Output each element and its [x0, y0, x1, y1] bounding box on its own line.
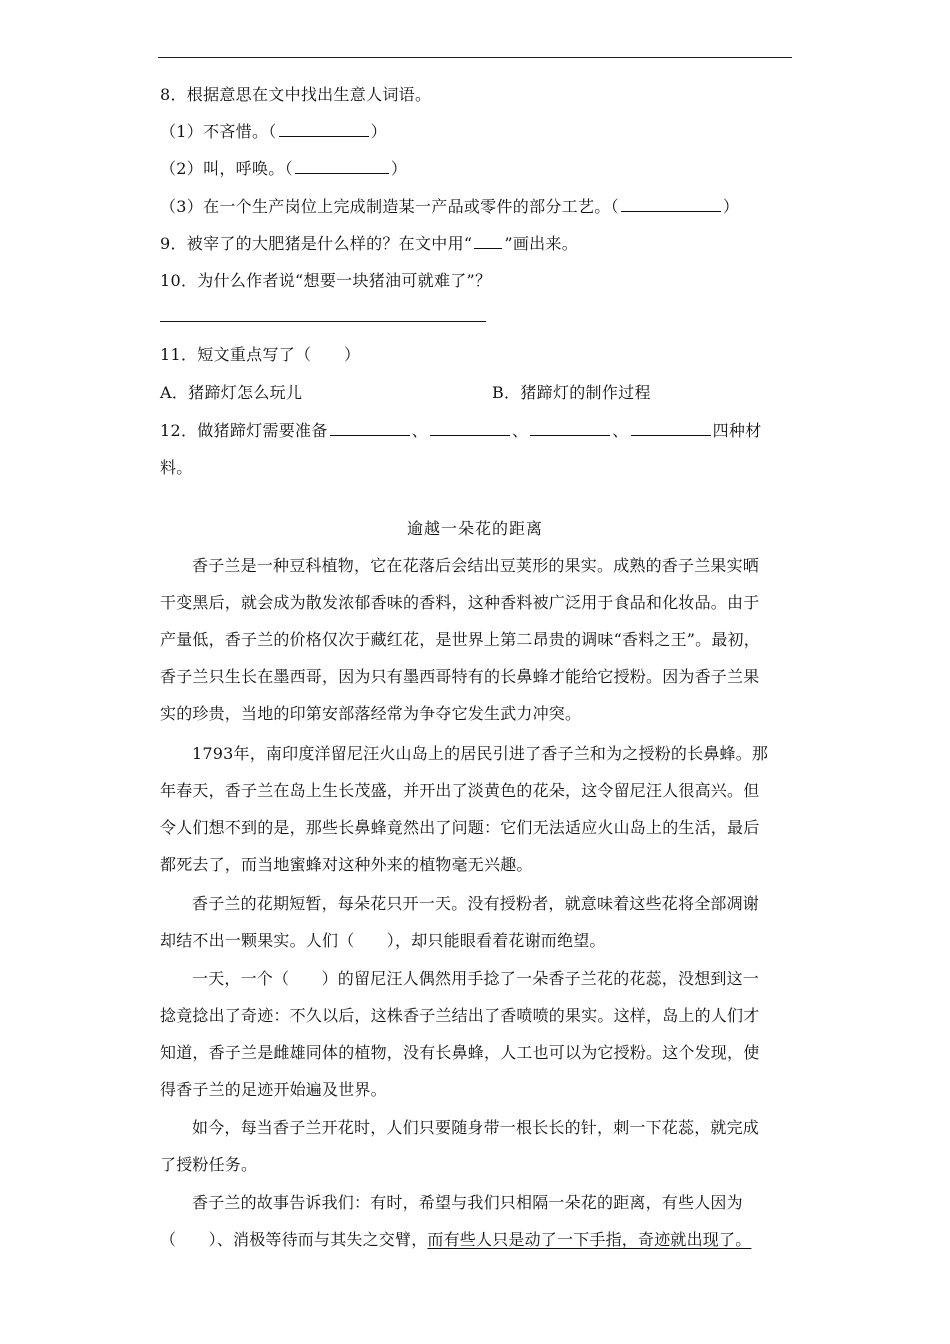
passage-line: 得香子兰的足迹开始遍及世界。: [160, 1080, 387, 1099]
passage-line: 令人们想不到的是，那些长鼻蜂竟然出了问题：它们无法适应火山岛上的生活，最后: [160, 818, 760, 837]
passage-line: 实的珍贵，当地的印第安部落经常为争夺它发生武力冲突。: [160, 704, 582, 723]
q12-blank-4[interactable]: [631, 420, 711, 436]
passage-line: 一天，一个（ ）的留尼汪人偶然用手捻了一朵香子兰花的花蕊，没想到这一: [192, 969, 760, 988]
q11-prompt: 11．短文重点写了（ ）: [160, 345, 361, 364]
q11-option-b[interactable]: B．猪蹄灯的制作过程: [492, 383, 651, 402]
underlined-sentence: 而有些人只是动了一下手指，奇迹就出现了。: [427, 1230, 752, 1249]
q12-prompt: 12．做猪蹄灯需要准备 、 、 、 四种材: [160, 421, 762, 440]
q12-blank-1[interactable]: [330, 420, 410, 436]
passage-title: 逾越一朵花的距离: [406, 519, 543, 538]
passage-line: 都死去了，而当地蜜蜂对这种外来的植物毫无兴趣。: [160, 855, 533, 874]
passage-line: 捻竟捻出了奇迹：不久以后，这株香子兰结出了香喷喷的果实。这样，岛上的人们才: [160, 1006, 760, 1025]
passage-line: 知道，香子兰是雌雄同体的植物，没有长鼻蜂，人工也可以为它授粉。这个发现，使: [160, 1043, 760, 1062]
header-rule: [158, 57, 792, 58]
q12-blank-2[interactable]: [430, 420, 510, 436]
passage-line: 了授粉任务。: [160, 1155, 258, 1174]
passage-line: 香子兰是一种豆科植物，它在花落后会结出豆荚形的果实。成熟的香子兰果实晒: [192, 556, 760, 575]
q12-continuation: 料。: [160, 458, 193, 477]
q8-answer-blank-1[interactable]: [279, 121, 369, 137]
q12-blank-3[interactable]: [530, 420, 610, 436]
passage-line: 却结不出一颗果实。人们（ ），却只能眼看着花谢而绝望。: [160, 931, 606, 950]
q8-prompt: 8．根据意思在文中找出生意人词语。: [160, 85, 432, 104]
q8-answer-blank-3[interactable]: [621, 196, 721, 212]
passage-line: 香子兰的花期短暂，每朵花只开一天。没有授粉者，就意味着这些花将全部凋谢: [192, 894, 760, 913]
q8-item-1: （1）不吝惜。（ ）: [160, 122, 387, 141]
passage-last-line: （ ）、消极等待而与其失之交臂，而有些人只是动了一下手指，奇迹就出现了。: [160, 1230, 752, 1249]
q9-prompt: 9．被宰了的大肥猪是什么样的？在文中用“ ”画出来。: [160, 234, 579, 253]
q8-item-3: （3）在一个生产岗位上完成制造某一产品或零件的部分工艺。（ ）: [160, 197, 740, 216]
q10-prompt: 10．为什么作者说“想要一块猪油可就难了”？: [160, 271, 492, 290]
q8-item-2: （2）叫，呼唤。（ ）: [160, 159, 408, 178]
passage-line: 年春天，香子兰在岛上生长茂盛，并开出了淡黄色的花朵，这令留尼汪人很高兴。但: [160, 781, 760, 800]
passage-line: 1793年，南印度洋留尼汪火山岛上的居民引进了香子兰和为之授粉的长鼻蜂。那: [192, 744, 769, 763]
passage-line: 香子兰的故事告诉我们：有时，希望与我们只相隔一朵花的距离，有些人因为: [192, 1193, 743, 1212]
q10-answer-line[interactable]: [160, 321, 486, 322]
passage-line: 如今，每当香子兰开花时，人们只要随身带一根长长的针，刺一下花蕊，就完成: [192, 1118, 760, 1137]
q11-option-a[interactable]: A．猪蹄灯怎么玩儿: [160, 383, 303, 402]
passage-line: 香子兰只生长在墨西哥，因为只有墨西哥特有的长鼻蜂才能给它授粉。因为香子兰果: [160, 667, 760, 686]
q9-underline-sample: [474, 233, 502, 249]
passage-line: 干变黑后，就会成为散发浓郁香味的香料，这种香料被广泛用于食品和化妆品。由于: [160, 593, 760, 612]
passage-line: 产量低，香子兰的价格仅次于藏红花，是世界上第二昂贵的调味“香料之王”。最初，: [160, 630, 760, 649]
q8-answer-blank-2[interactable]: [295, 158, 389, 174]
